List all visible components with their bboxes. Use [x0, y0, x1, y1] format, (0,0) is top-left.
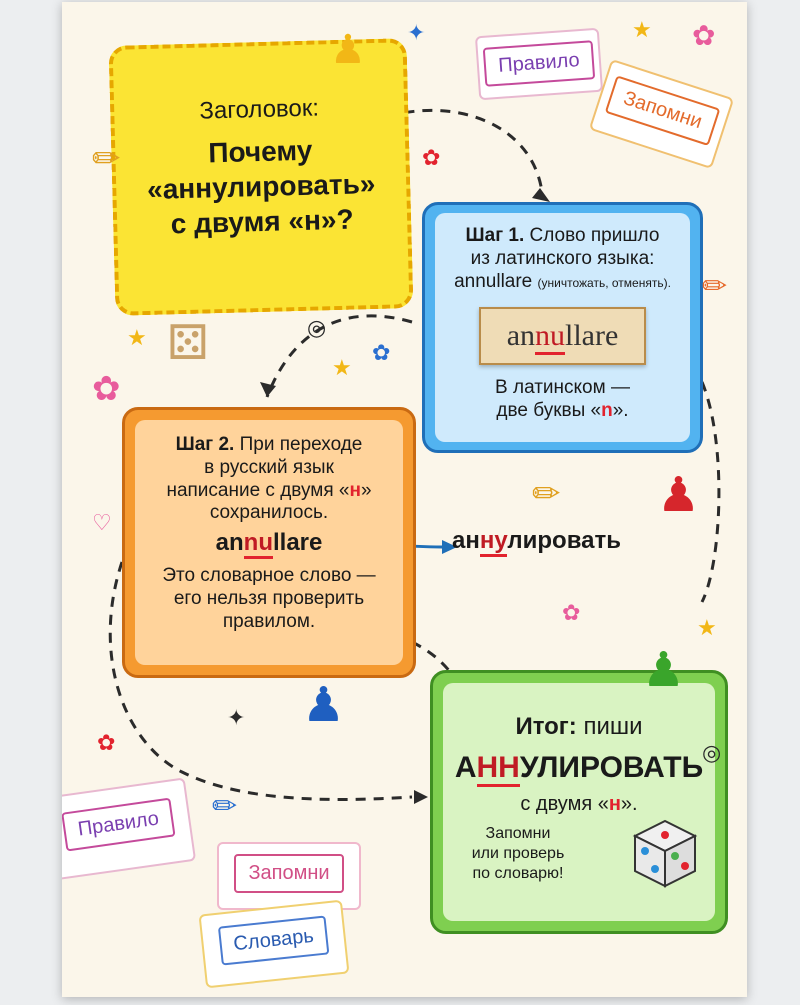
star-icon-3: ★ — [332, 355, 352, 380]
step2-latin-word: annullare — [135, 529, 403, 557]
final-hint: Запомни или проверь по словарю! — [471, 825, 565, 882]
pencil-icon-4: ✏ — [212, 790, 238, 823]
sticker-rule-bottom: Правило — [62, 777, 196, 880]
step1-text: Шаг 1. Слово пришло из латинского языка: annullare (уничтожать, отменять). — [454, 225, 671, 292]
pencil-icon: ✏ — [92, 140, 121, 178]
step1-note: В латинском — две буквы «n». — [495, 377, 630, 422]
flower-icon-4: ✿ — [562, 600, 581, 625]
flower-icon-5: ✿ — [97, 730, 116, 755]
sticker-dictionary: Словарь — [199, 900, 350, 989]
pencil-icon-3: ✏ — [702, 270, 728, 303]
star-icon-6: ✦ — [227, 705, 246, 730]
sticker-remember-top: Запомни — [589, 59, 735, 169]
swirl-icon-2: ◎ — [702, 740, 722, 765]
flower-icon-3: ✿ — [372, 340, 391, 365]
step2-text: Шаг 2. При переходе в русский язык написание с двумя «н» сохранилось. — [166, 434, 372, 524]
swirl-icon: ◎ — [307, 315, 327, 340]
step2-card — [122, 407, 416, 678]
latin-parchment: annullare — [435, 307, 690, 365]
poster — [62, 2, 747, 997]
russian-word: аннулировать — [452, 527, 621, 555]
step2-note: Это словарное слово — его нельзя проверить правилом. — [162, 565, 376, 632]
red-pawn-icon: ♟ — [657, 469, 701, 522]
flower-icon-2: ✿ — [92, 370, 121, 408]
final-card — [430, 670, 728, 934]
blue-pawn-icon: ♟ — [302, 679, 346, 732]
heart-icon: ♡ — [92, 510, 112, 535]
final-big-word: АННУЛИРОВАТЬ — [443, 751, 715, 785]
flower-icon-6: ✿ — [692, 20, 716, 51]
title-card — [109, 38, 414, 316]
star-icon-2: ★ — [127, 325, 147, 350]
title-label: Заголовок: — [199, 94, 320, 125]
star-icon-4: ★ — [632, 17, 652, 42]
pencil-icon-2: ✏ — [532, 475, 561, 513]
question-pawn-icon: ♟ — [330, 28, 366, 72]
final-label: Итог: пиши — [515, 713, 643, 740]
star-icon: ✦ — [407, 20, 426, 45]
dice-icon-small: ⚄ — [167, 317, 209, 370]
final-with: с двумя «н». — [520, 793, 638, 815]
green-pawn-icon: ♟ — [642, 644, 686, 697]
step1-card — [422, 202, 703, 453]
sticker-rule-top: Правило — [475, 28, 603, 100]
title-question: Почему «аннулировать» с двумя «н»? — [146, 134, 376, 240]
flower-icon: ✿ — [422, 145, 441, 170]
dice-icon — [625, 811, 705, 891]
star-icon-5: ★ — [697, 615, 717, 640]
sticker-remember-bottom: Запомни — [217, 842, 361, 910]
